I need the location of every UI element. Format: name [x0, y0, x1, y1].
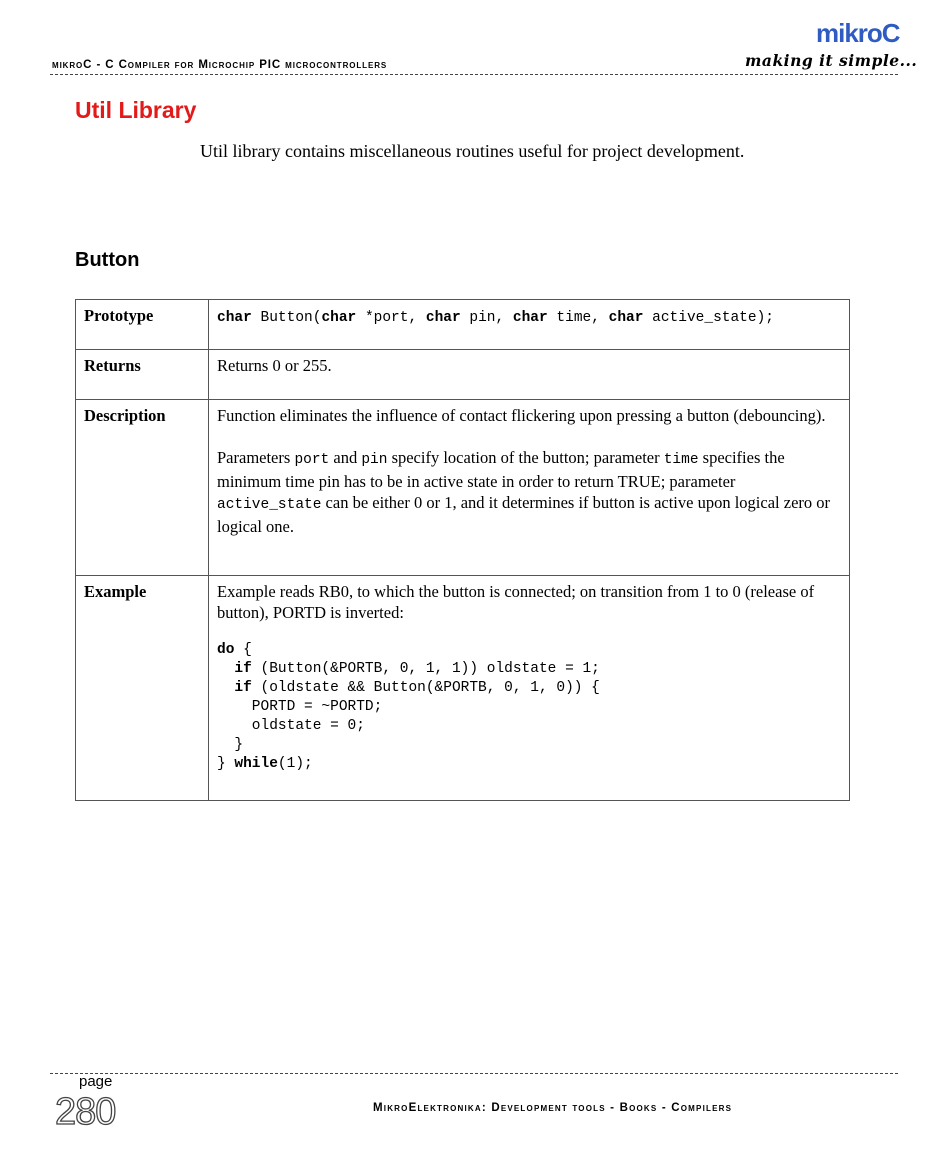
keyword-char: char [425, 310, 461, 326]
keyword-char: char [217, 310, 252, 326]
param-pin: pin [361, 452, 388, 468]
keyword-char: char [608, 310, 644, 326]
prototype-arg-pin: pin, [460, 310, 513, 326]
text-run: specify location of the button; parameter [387, 448, 664, 467]
header-divider [50, 74, 898, 75]
function-spec-table [75, 299, 850, 801]
example-code-block [217, 641, 841, 774]
section-title: Util Library [75, 97, 197, 123]
brand-logo: mikroC [816, 18, 900, 48]
description-label: Description [76, 400, 209, 576]
description-value [209, 400, 850, 576]
example-intro: Example reads RB0, to which the button is connected; on transition from 1 to 0 (release of button), PORTD is inverted: [217, 582, 815, 622]
param-time: time [663, 452, 699, 468]
keyword-while: while [234, 756, 278, 772]
code-text: { [234, 642, 252, 658]
section-intro: Util library contains miscellaneous routines useful for project development. [200, 141, 745, 161]
text-run: Parameters [217, 448, 295, 467]
parameters-paragraph [217, 447, 841, 537]
example-row [76, 576, 850, 801]
code-text: (1); [277, 756, 313, 772]
header-title: mikroC - C Compiler for Microchip PIC microcontrollers [52, 59, 388, 71]
returns-row [76, 350, 850, 400]
code-indent [217, 680, 234, 696]
text-run: and [329, 448, 362, 467]
text-run: specifies the minimum time pin has to be in active state in order to return TRUE; parameter [217, 448, 785, 491]
code-line: oldstate = 0; [217, 718, 365, 734]
page-number: 280 [55, 1091, 116, 1133]
code-text: (oldstate && Button(&PORTB, 0, 1, 0)) { [251, 680, 600, 696]
footer-title: MikroElektronika: Development tools - Books - Compilers [373, 1102, 733, 1114]
code-line [217, 679, 841, 698]
code-line [217, 641, 841, 660]
param-active-state: active_state [217, 497, 322, 513]
keyword-do: do [217, 642, 235, 658]
prototype-arg-active-state: active_state); [643, 310, 774, 326]
returns-label: Returns [76, 350, 209, 400]
prototype-row [76, 300, 850, 350]
param-port: port [294, 452, 330, 468]
code-line [217, 755, 841, 774]
code-text: } [217, 756, 235, 772]
prototype-value [209, 300, 850, 350]
prototype-code [217, 310, 774, 326]
keyword-if: if [234, 680, 252, 696]
header-tagline: making it simple... [745, 51, 918, 70]
text-run: can be either 0 or 1, and it determines if button is active upon logical zero or logical one. [217, 493, 831, 536]
description-row [76, 400, 850, 576]
prototype-label: Prototype [76, 300, 209, 350]
code-line: } [217, 737, 244, 753]
description-paragraph: Function eliminates the influence of contact flickering upon pressing a button (debouncing). [217, 406, 826, 425]
returns-value: Returns 0 or 255. [209, 350, 850, 400]
prototype-arg-time: time, [547, 310, 609, 326]
page-label: page [79, 1073, 113, 1090]
keyword-char: char [512, 310, 548, 326]
keyword-char: char [321, 310, 357, 326]
code-text: (Button(&PORTB, 0, 1, 1)) oldstate = 1; [251, 661, 600, 677]
code-line: PORTD = ~PORTD; [217, 699, 383, 715]
example-label: Example [76, 576, 209, 801]
prototype-name: Button( [251, 310, 322, 326]
footer-divider [50, 1073, 898, 1074]
code-line [217, 660, 841, 679]
keyword-if: if [234, 661, 252, 677]
function-title: Button [75, 249, 140, 271]
prototype-arg-port: *port, [356, 310, 426, 326]
code-indent [217, 661, 234, 677]
example-value [209, 576, 850, 801]
